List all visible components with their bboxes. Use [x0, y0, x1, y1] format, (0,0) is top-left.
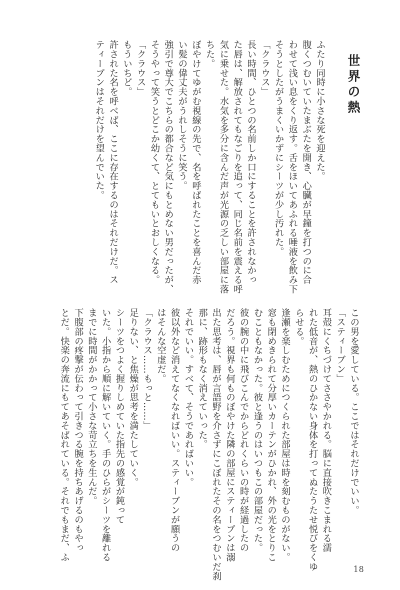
upper-text-block — [93, 40, 361, 302]
upper-body-text: ふたり同時に小さな死を迎えた。 腹くつむいていたまぶたを開き、心臓が早鐘を打つのに合 わせて浅い息をくり返す。舌をほいてあふれる唾液を飲み下 そうとしたがうまくいかずにシーツが少し汚れた。 「クラウス」 長い時間、ひとつの名前しか口にすることを許されなかっ た唇は、解放されてもなごりを追って、同じ名前を震える呼 気に乗せた。水気を多分に含んだ声が光源の乏しい部屋に落 ちた。 ぼやけてゆがむ視線の先で、名を呼ばれたことを喜んだ赤 い髪の偉丈夫がうれしそうに笑う。 強引で尊大でこちらの都合など気にもとめない男だったが、 そうやって笑うとどこか幼くて、とてもいとおしくなる。 「クラウス」 もういちど。 許された名を呼べば、ここに存在するのはそれだけだ。ス ティーブンはそれだけを望んでいた。 — [93, 40, 325, 294]
page-number: 18 — [353, 565, 364, 574]
chapter-title: 世界の熱 — [346, 54, 361, 116]
lower-body-text: この男を愛している。ここではそれだけでいい。 「スティーブン」 耳殻にくちづけてささやかれる。脳に直接吹きこまれる濡 れた低音が、熱のひかない身体を打ってぬたうたせ悦びをくゆ らせる。 逢瀬を楽しむためにつくられた部屋は時を刻むものがない。 窓も閉めきられて分厚いカーテンがひかれ、外の光をとりこ むこともなかった。彼と逢うのはいつもこの部屋だった。 彼の腕の中に飛びこんでからどれくらいの時が経過したの だろう。視界も何ものぼやけた隣の部屋にスティーブンは溺 出た思考は、唇が言語野を介さずにこぼれたその名をつむいだ刹 那に、跡形もなく消えていった。 それでいい。すべて、そうであればいい。 彼以外など消えてなくなればいい。スティーブンが願うの はそんな空虚だ。 「クラウス……もっと……」 足りない、と焦燥が思考を満たしていく。 シーツをつよく握りしめていた指先の感覚が鈍って いた。小指から順に解いていく。手のひらがシーツを離れる までに時間がかかって小さな苛立ちを生んだ。 下腹部の疼撃が伝わって引きつる腕を持ちあげるのもやっ とだ。快楽の奔流にもてあそばれている。それでもまだ、ふ — [58, 308, 359, 581]
